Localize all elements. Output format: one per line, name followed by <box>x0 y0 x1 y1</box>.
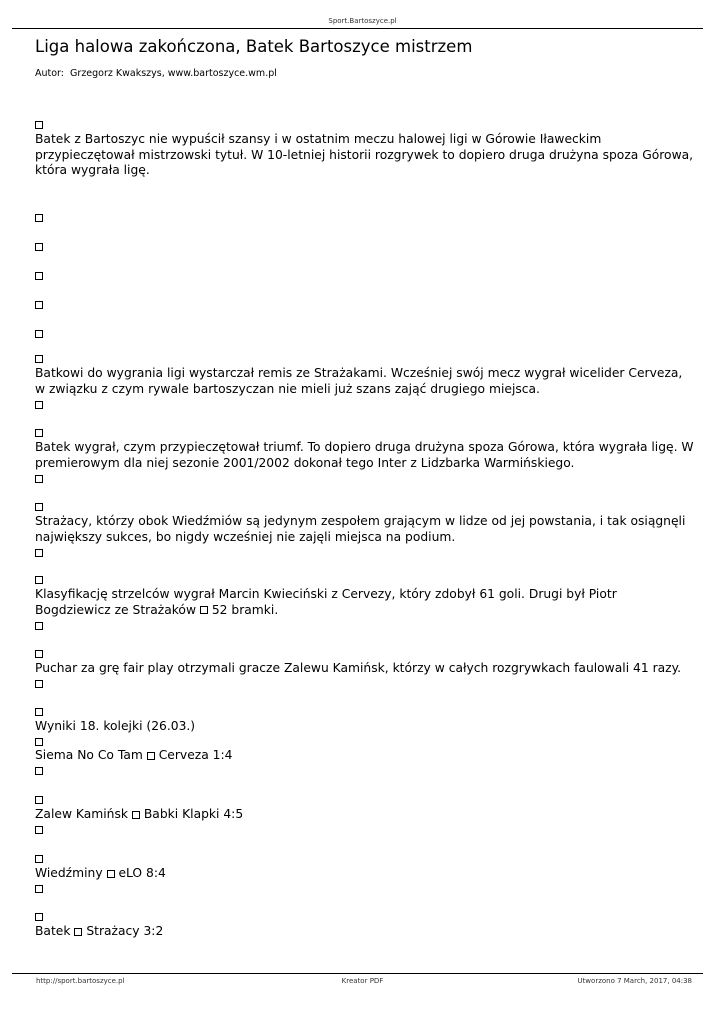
author-name: Grzegorz Kwakszys, www.bartoszyce.wm.pl <box>70 68 277 79</box>
article-title: Liga halowa zakończona, Batek Bartoszyce mistrzem <box>35 37 473 56</box>
scorers-text-b: 52 bramki. <box>211 602 279 617</box>
result-line <box>35 851 695 897</box>
footer-url[interactable]: http://sport.bartoszyce.pl <box>36 977 125 985</box>
paragraph-text: Batek wygrał, czym przypieczętował triumf. To dopiero druga drużyna spoza Górowa, która wygrała ligę. W premierowym dla niej sezonie 2001/2002 dokonał tego Inter z Lidzbarka Warmińskiego. <box>35 440 694 470</box>
missing-glyph-icon <box>35 330 43 338</box>
missing-glyph-icon <box>35 680 43 688</box>
paragraph-text: Batkowi do wygrania ligi wystarczał remis ze Strażakami. Wcześniej swój mecz wygrał wicelider Cerveza, w związku z czym rywale bartoszyczan nie mieli już szans zająć drugiego miejsca. <box>35 366 683 396</box>
paragraph <box>35 425 695 487</box>
empty-glyph-row <box>35 323 43 342</box>
missing-glyph-icon <box>147 752 155 760</box>
header-divider <box>12 28 703 29</box>
footer-created: Utworzono 7 March, 2017, 04:38 <box>577 977 692 985</box>
missing-glyph-icon <box>35 355 43 363</box>
scorers-text <box>35 587 695 618</box>
footer-divider <box>12 973 703 974</box>
away-team-score: Babki Klapki 4:5 <box>143 807 244 822</box>
missing-glyph-icon <box>35 708 43 716</box>
empty-glyph-row <box>35 265 43 284</box>
fairplay-text: Puchar za grę fair play otrzymali gracze Zalewu Kamińsk, którzy w całych rozgrywkach faulowali 41 razy. <box>35 661 682 676</box>
missing-glyph-icon <box>35 243 43 251</box>
missing-glyph-icon <box>35 214 43 222</box>
missing-glyph-icon <box>132 811 140 819</box>
missing-glyph-icon <box>35 503 43 511</box>
empty-glyph-row <box>35 294 43 313</box>
away-team-score: Cerveza 1:4 <box>158 748 233 762</box>
empty-glyph-row <box>35 236 43 255</box>
paragraph-text: Strażacy, którzy obok Wiedźmiów są jedynym zespołem grającym w lidze od jej powstania, i tak osiągnęli największy sukces, bo nigdy wcześniej nie zajęli miejsca na podium. <box>35 514 686 544</box>
missing-glyph-icon <box>35 401 43 409</box>
missing-glyph-icon <box>35 738 43 746</box>
paragraph <box>35 351 695 413</box>
scorers-paragraph <box>35 572 695 634</box>
result-line <box>35 792 695 838</box>
missing-glyph-icon <box>35 576 43 584</box>
missing-glyph-icon <box>35 885 43 893</box>
missing-glyph-icon <box>107 870 115 878</box>
missing-glyph-icon <box>35 650 43 658</box>
paragraph <box>35 499 695 561</box>
away-team-score: eLO 8:4 <box>118 866 166 881</box>
missing-glyph-icon <box>35 796 43 804</box>
missing-glyph-icon <box>35 767 43 775</box>
home-team: Batek <box>35 924 71 939</box>
missing-glyph-icon <box>35 913 43 921</box>
missing-glyph-icon <box>35 301 43 309</box>
fairplay-paragraph <box>35 646 695 692</box>
home-team: Zalew Kamińsk <box>35 807 129 822</box>
lead-text: Batek z Bartoszyc nie wypuścił szansy i w ostatnim meczu halowej ligi w Górowie Iławeckim przypieczętował mistrzowski tytuł. W 10-letniej historii rozgrywek to dopiero druga drużyna spoza Górowa, która wygrała ligę. <box>35 132 694 178</box>
missing-glyph-icon <box>35 121 43 129</box>
author-label: Autor: <box>35 68 64 79</box>
missing-glyph-icon <box>35 826 43 834</box>
missing-glyph-icon <box>200 606 208 614</box>
results-title: Wyniki 18. kolejki (26.03.) <box>35 719 196 734</box>
missing-glyph-icon <box>35 272 43 280</box>
home-team: Siema No Co Tam <box>35 748 143 762</box>
away-team-score: Strażacy 3:2 <box>86 924 164 939</box>
result-line <box>35 748 695 779</box>
missing-glyph-icon <box>35 429 43 437</box>
article-author <box>35 68 277 79</box>
lead-paragraph <box>35 117 695 179</box>
empty-glyph-row <box>35 207 43 226</box>
results-header <box>35 704 695 750</box>
missing-glyph-icon <box>74 928 82 936</box>
missing-glyph-icon <box>35 475 43 483</box>
footer-generator: Kreator PDF <box>341 977 384 985</box>
missing-glyph-icon <box>35 549 43 557</box>
missing-glyph-icon <box>35 622 43 630</box>
home-team: Wiedźminy <box>35 866 103 881</box>
missing-glyph-icon <box>35 855 43 863</box>
result-line <box>35 909 695 940</box>
site-header: Sport.Bartoszyce.pl <box>328 17 397 25</box>
scorers-text-a: Klasyfikację strzelców wygrał Marcin Kwieciński z Cervezy, który zdobył 61 goli. Drugi był Piotr Bogdziewicz ze Strażaków <box>35 587 617 617</box>
